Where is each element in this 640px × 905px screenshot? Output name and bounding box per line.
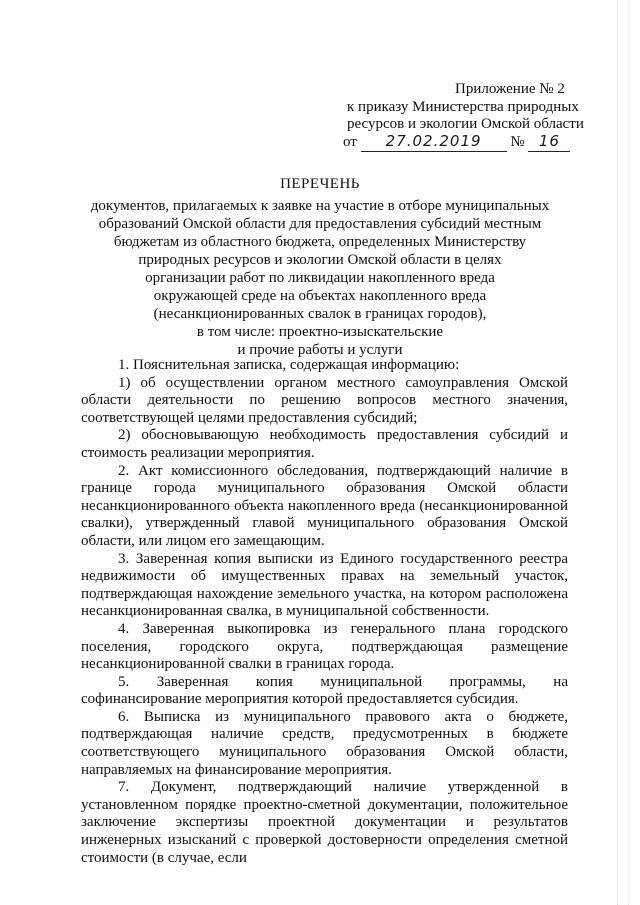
list-item: 4. Заверенная выкопировка из генерального плана городского поселения, городского округа, подтверждающая размещение несанкционированной свалки в границах города. xyxy=(81,620,568,673)
subtitle-line: природных ресурсов и экологии Омской области в целях xyxy=(138,252,502,268)
list-item: 7. Документ, подтверждающий наличие утвержденной в установленном порядке проектно-сметной документации, положительное заключение экспертизы проектной документации и результатов инженерных изысканий с проверкой достоверности определения сметной стоимости (в случае, если xyxy=(81,779,568,866)
order-number-field xyxy=(528,132,570,152)
scan-edge-artifact xyxy=(628,0,632,905)
from-label: от xyxy=(343,134,357,150)
list-item: 2) обосновывающую необходимость предоставления субсидий и стоимость реализации мероприятия. xyxy=(81,427,568,461)
order-number-value: 16 xyxy=(538,132,560,150)
appendix-title: Приложение № 2 xyxy=(455,81,565,97)
document-subtitle xyxy=(0,197,640,359)
document-title: ПЕРЕЧЕНЬ xyxy=(280,176,360,192)
list-item: 1. Пояснительная записка, содержащая информацию: xyxy=(118,357,460,373)
order-date-field xyxy=(361,132,507,152)
number-label: № xyxy=(510,134,525,150)
subtitle-line: в том числе: проектно-изыскательские xyxy=(196,324,444,340)
subtitle-line: бюджетам из областного бюджета, определенных Министерству xyxy=(113,234,527,250)
subtitle-line: организации работ по ликвидации накопленного вреда xyxy=(145,270,495,286)
list-item: 5. Заверенная копия муниципальной программы, на софинансирование мероприятия которой предоставляется субсидия. xyxy=(81,673,568,708)
list-item: 3. Заверенная копия выписки из Единого государственного реестра недвижимости об имущественных правах на земельный участок, подтверждающая нахождение земельного участка, на котором расположена несанкционированная свалка, в муниципальной собственности. xyxy=(81,550,568,620)
subtitle-line: и прочие работы и услуги xyxy=(237,342,403,358)
subtitle-line: документов, прилагаемых к заявке на участие в отборе муниципальных xyxy=(90,198,550,214)
list-item: 6. Выписка из муниципального правового акта о бюджете, подтверждающая наличие средств, предусмотренных в бюджете соответствующего муниципального образования Омской области, направляемых на финансирование мероприятия. xyxy=(81,708,568,778)
appendix-order-date-line xyxy=(343,132,570,152)
subtitle-line: окружающей среде на объектах накопленного вреда xyxy=(153,288,487,304)
order-date-value: 27.02.2019 xyxy=(385,132,482,150)
subtitle-line: (несанкционированных свалок в границах городов), xyxy=(153,306,487,322)
appendix-order-line-1: к приказу Министерства природных xyxy=(347,99,579,115)
subtitle-line: образований Омской области для предоставления субсидий местным xyxy=(98,216,542,232)
list-item: 1) об осуществлении органом местного самоуправления Омской области деятельности по решению вопросов местного значения, соответствующей целями предоставления субсидий; xyxy=(81,374,568,426)
document-body xyxy=(81,357,568,867)
appendix-order-line-2: ресурсов и экологии Омской области xyxy=(347,116,584,132)
scan-edge-artifact xyxy=(617,0,622,905)
list-item: 2. Акт комиссионного обследования, подтверждающий наличие в границе города муниципального образования Омской области несанкционированного объекта накопленного вреда (несанкционированной свалки), утвержденный главой муниципального образования Омской области, или лицом его замещающим. xyxy=(81,462,568,549)
